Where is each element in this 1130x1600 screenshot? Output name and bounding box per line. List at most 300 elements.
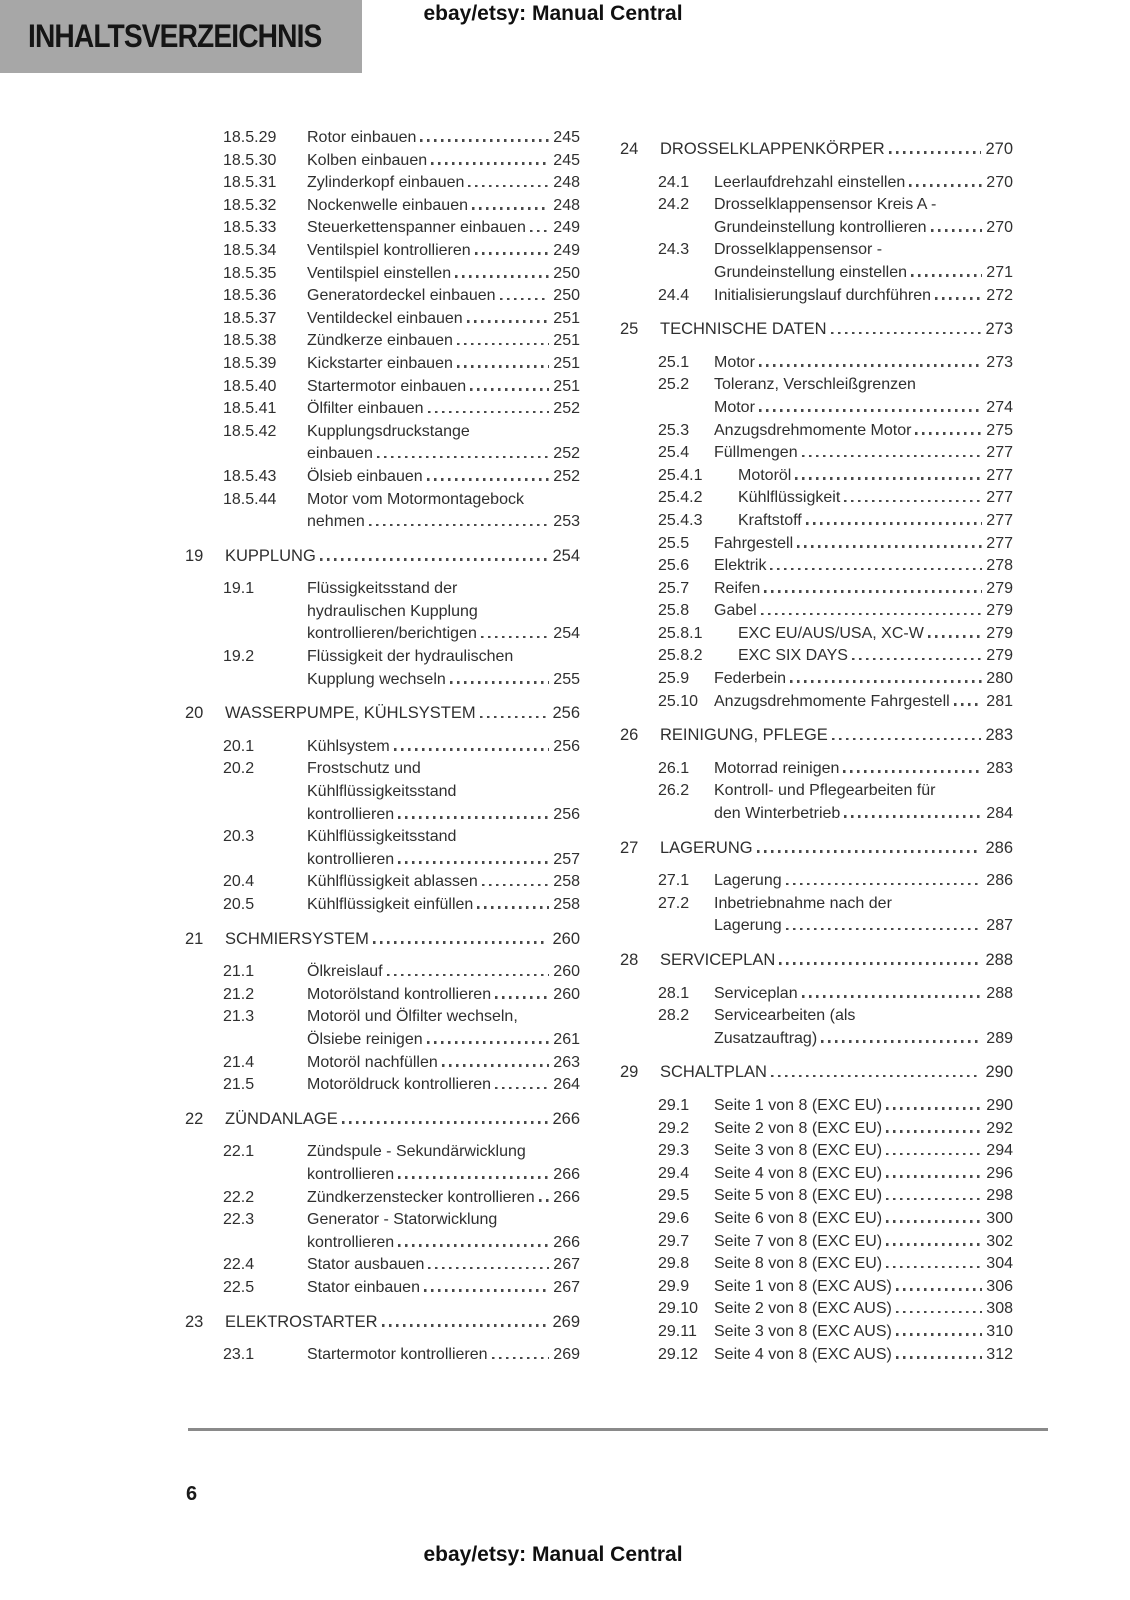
toc-entry [658,1298,1013,1321]
toc-entry-title: EXC SIX DAYS [738,647,848,665]
toc-entry [658,893,1013,938]
toc-entry-number: 24.2 [658,196,690,214]
toc-entry-title: LAGERUNG [660,838,753,857]
toc-entry-number: 29.8 [658,1255,690,1273]
toc-entry-lastline [660,1061,1013,1084]
toc-entry-number: 21.1 [223,963,255,981]
toc-entry-number: 18.5.33 [223,219,277,237]
toc-entry-lastline [307,1254,580,1277]
toc-entry-page: 264 [553,1076,580,1094]
toc-entry-title: kontrollieren/berichtigen [307,625,477,643]
dot-leader [779,962,981,965]
toc-entry-lastline [714,870,1013,893]
toc-entry-number: 18.5.41 [223,400,277,418]
toc-entry-body [225,702,580,725]
toc-entry-lastline [307,511,580,534]
toc-entry [223,984,580,1007]
toc-chapter-entry [620,1061,1013,1084]
toc-entry-title: Seite 2 von 8 (EXC AUS) [714,1300,892,1318]
toc-entry-title: Seite 4 von 8 (EXC EU) [714,1164,883,1182]
toc-entry-number: 25.8 [658,602,690,620]
toc-entry-body [307,263,580,286]
toc-entry-title: Anzugsdrehmomente Motor [714,421,912,439]
toc-entry-body [307,285,580,308]
toc-entry-body [660,1061,1013,1084]
toc-entry-page: 290 [986,1096,1013,1114]
dot-leader [468,185,549,188]
dot-leader [427,1041,550,1044]
toc-entry-number: 24.3 [658,241,690,259]
dot-leader [896,1356,982,1359]
toc-entry-body [714,1163,1013,1186]
toc-entry-title: Kühlsystem [307,737,390,755]
toc-entry-body [714,1321,1013,1344]
toc-entry-title: Kupplung wechseln [307,670,446,688]
toc-entry-body [307,150,580,173]
dot-leader [786,883,983,886]
page-number: 6 [186,1483,198,1505]
toc-entry-body [714,1140,1013,1163]
toc-entry [658,1005,1013,1050]
toc-entry-number: 18.5.37 [223,309,277,327]
toc-entry-page: 258 [553,873,580,891]
dot-leader [420,139,549,142]
toc-entry-title-line: Toleranz, Verschleißgrenzen [714,376,916,394]
toc-entry-page: 273 [986,353,1013,371]
dot-leader [886,1175,982,1178]
toc-entry-page: 274 [986,398,1013,416]
toc-entry-title-line: Generator - Statorwicklung [307,1211,498,1229]
toc-entry-number: 29.5 [658,1187,690,1205]
toc-entry-body [225,1311,580,1334]
toc-entry-page: 248 [553,196,580,214]
toc-entry-lastline [307,736,580,759]
dot-leader [889,151,982,154]
toc-entry-number: 25.10 [658,692,699,710]
toc-entry [658,442,1013,465]
toc-entry-page: 249 [553,219,580,237]
toc-entry-title: Seite 7 von 8 (EXC EU) [714,1232,883,1250]
toc-entry-title: DROSSELKLAPPENKÖRPER [660,140,885,158]
dot-leader [844,500,982,503]
toc-entry-page: 286 [985,838,1013,857]
toc-entry-title: Leerlaufdrehzahl einstellen [714,173,906,191]
toc-entry-title: kontrollieren [307,805,395,823]
toc-entry-number: 20.5 [223,896,255,913]
toc-entry-title: Elektrik [714,557,767,575]
toc-entry [223,961,580,984]
toc-entry-page: 277 [986,489,1013,507]
toc-entry-page: 279 [986,579,1013,597]
toc-entry-body [225,928,580,951]
toc-entry-page: 252 [553,467,580,485]
toc-entry-lastline [307,1029,580,1052]
toc-chapter-entry [185,545,580,568]
toc-entry-body [714,285,1013,308]
dot-leader [480,716,549,719]
toc-entry [223,1344,580,1367]
toc-entry-page: 279 [986,624,1013,642]
toc-entry-lastline [714,1253,1013,1276]
toc-chapter-entry [620,724,1013,747]
toc-entry [658,1231,1013,1254]
toc-entry-body [307,1209,580,1254]
toc-entry-lastline [714,1344,1013,1367]
toc-entry [658,510,1013,533]
toc-entry-title: Steuerkettenspanner einbauen [307,219,526,237]
toc-entry-page: 267 [553,1278,580,1296]
toc-entry-lastline [714,172,1013,195]
toc-entry [223,1209,580,1254]
dot-leader [896,1333,982,1336]
toc-entry-title: Seite 8 von 8 (EXC EU) [714,1255,883,1273]
toc-entry-body [714,374,1013,419]
toc-entry-lastline [714,1185,1013,1208]
toc-entry-title: Ölfilter einbauen [307,400,424,418]
toc-entry-number: 29.6 [658,1209,690,1227]
toc-entry-body [307,195,580,218]
toc-entry-body [714,1253,1013,1276]
toc-entry-lastline [714,397,1013,420]
toc-entry-lastline [307,195,580,218]
toc-entry [223,217,580,240]
toc-entry-lastline [714,668,1013,691]
toc-entry [223,263,580,286]
toc-entry-page: 256 [553,737,580,755]
dot-leader [530,230,549,233]
dot-leader [886,1266,982,1269]
toc-entry-page: 257 [553,850,580,868]
toc-entry-number: 25.9 [658,670,690,688]
toc-entry-body [714,1208,1013,1231]
footer-rule [188,1428,1048,1431]
toc-chapter-entry [620,949,1013,972]
toc-entry-lastline [307,376,580,399]
toc-entry [658,420,1013,443]
toc-entry-body [307,871,580,894]
toc-entry [223,330,580,353]
dot-leader [790,680,982,683]
toc-entry [223,421,580,466]
toc-entry-lastline [307,1232,580,1255]
toc-entry [658,1140,1013,1163]
toc-entry-title: Fahrgestell [714,534,794,552]
toc-chapter-entry [185,928,580,951]
toc-entry-page: 296 [986,1164,1013,1182]
toc-entry-number: 18.5.35 [223,264,277,282]
dot-leader [398,1244,549,1247]
toc-entry-body [714,420,1013,443]
toc-entry-body [307,961,580,984]
toc-entry-number: 18.5.29 [223,129,277,146]
toc-entry-title: Ventilspiel einstellen [307,264,452,282]
toc-entry [658,578,1013,601]
toc-entry-body [307,240,580,263]
toc-entry-page: 260 [552,929,580,948]
toc-entry-title: REINIGUNG, PFLEGE [660,726,828,745]
toc-entry-title: kontrollieren [307,1233,395,1251]
dot-leader [398,1176,549,1179]
toc-entry-page: 266 [553,1165,580,1183]
toc-entry-lastline [307,443,580,466]
toc-entry-body [307,1006,580,1051]
toc-entry-lastline [307,1187,580,1210]
toc-entry-lastline [714,533,1013,556]
dot-leader [387,974,550,977]
dot-leader [886,1107,982,1110]
toc-entry-lastline [307,127,580,150]
toc-entry-body [714,533,1013,556]
dot-leader [935,297,982,300]
toc-entry-page: 270 [986,218,1013,236]
toc-entry-lastline [307,1052,580,1075]
toc-entry-lastline [738,645,1013,668]
toc-entry-number: 25.2 [658,376,690,394]
toc-entry-title: EXC EU/AUS/USA, XC-W [738,624,924,642]
dot-leader [475,252,550,255]
toc-chapter-entry [620,837,1013,860]
dot-leader [495,1087,549,1090]
toc-entry-number: 23.1 [223,1346,255,1364]
toc-entry-number: 18.5.38 [223,332,277,350]
toc-entry-lastline [714,803,1013,826]
toc-entry-page: 245 [553,129,580,146]
toc-entry-number: 26 [620,726,639,745]
toc-entry-body [714,1298,1013,1321]
toc-entry-title-line: Frostschutz und [307,760,421,778]
toc-entry-body [714,555,1013,578]
toc-entry-title: Zusatzauftrag) [714,1029,818,1047]
toc-entry-number: 25.8.1 [658,624,703,642]
toc-entry [658,487,1013,510]
toc-entry-number: 18.5.32 [223,196,277,214]
toc-entry-number: 20.3 [223,828,255,846]
toc-entry [658,194,1013,239]
dot-leader [954,703,983,706]
toc-entry-title: Motoröldruck kontrollieren [307,1076,492,1094]
toc-entry-number: 18.5.34 [223,241,277,259]
toc-entry [658,983,1013,1006]
toc-entry-number: 22.4 [223,1256,255,1274]
dot-leader [797,545,982,548]
toc-entry-title: Seite 1 von 8 (EXC AUS) [714,1277,892,1295]
toc-entry [658,691,1013,714]
toc-entry-page: 261 [553,1030,580,1048]
toc-entry-body [714,870,1013,893]
toc-entry-title: Nockenwelle einbauen [307,196,468,214]
toc-entry-body [714,758,1013,781]
toc-entry-title: SCHALTPLAN [660,1063,767,1082]
toc-entry-title: Rotor einbauen [307,129,417,146]
toc-entry-body [714,578,1013,601]
toc-entry [223,466,580,489]
dot-leader [831,332,982,335]
toc-entry-page: 269 [553,1346,580,1364]
toc-entry-lastline [307,353,580,376]
toc-entry-lastline [714,983,1013,1006]
toc-entry-lastline [714,1028,1013,1051]
toc-entry [223,1254,580,1277]
toc-entry-lastline [714,285,1013,308]
toc-entry [658,1344,1013,1367]
toc-entry-lastline [714,1163,1013,1186]
toc-chapter-entry [620,318,1013,341]
toc-entry-lastline [307,217,580,240]
toc-entry-body [307,826,580,871]
toc-entry-body [738,465,1013,488]
toc-entry-lastline [714,352,1013,375]
toc-entry-number: 29.1 [658,1096,690,1114]
toc-entry-page: 266 [553,1233,580,1251]
toc-entry [223,871,580,894]
toc-entry-lastline [307,804,580,827]
toc-entry [658,1276,1013,1299]
toc-entry-number: 24.4 [658,286,690,304]
toc-entry-page: 270 [985,140,1013,158]
toc-entry-title: TECHNISCHE DATEN [660,320,827,339]
dot-leader [470,388,549,391]
toc-entry-page: 277 [986,444,1013,462]
dot-leader [373,941,549,944]
dot-leader [802,995,983,998]
toc-entry-number: 21.2 [223,985,255,1003]
toc-entry-lastline [738,623,1013,646]
toc-entry-number: 25 [620,320,639,339]
toc-entry-page: 302 [986,1232,1013,1250]
toc-entry-title: Gabel [714,602,757,620]
toc-entry-body [714,352,1013,375]
toc-entry-title: Motor [714,398,755,416]
dot-leader [477,906,549,909]
dot-leader [759,409,982,412]
dot-leader [886,1220,982,1223]
toc-entry [658,1208,1013,1231]
toc-entry-lastline [714,1208,1013,1231]
toc-entry-number: 26.1 [658,759,690,777]
toc-entry-lastline [225,1311,580,1334]
toc-entry-body [660,138,1013,161]
dot-leader [377,456,549,459]
toc-entry [223,1074,580,1097]
toc-entry-lastline [714,1276,1013,1299]
toc-entry-page: 266 [553,1188,580,1206]
toc-entry-lastline [307,285,580,308]
toc-entry-body [307,1074,580,1097]
toc-entry-lastline [307,984,580,1007]
toc-entry-body [714,1344,1013,1367]
toc-entry [658,1118,1013,1141]
toc-entry-title-line: Kupplungsdruckstange [307,422,470,440]
toc-entry-page: 254 [552,546,580,565]
toc-entry [223,578,580,646]
toc-entry-number: 21 [185,929,204,948]
toc-entry [223,1277,580,1300]
toc-entry-title: Startermotor einbauen [307,377,467,395]
dot-leader [928,635,982,638]
dot-leader [457,365,549,368]
toc-entry [223,150,580,173]
toc-entry-number: 22.3 [223,1211,255,1229]
toc-entry-lastline [307,961,580,984]
toc-entry-number: 27.2 [658,894,690,912]
toc-entry-body [714,1095,1013,1118]
toc-entry [223,353,580,376]
toc-entry-lastline [307,308,580,331]
toc-entry-lastline [714,420,1013,443]
toc-entry-body [307,466,580,489]
dot-leader [821,1040,982,1043]
toc-entry-body [307,1141,580,1186]
toc-entry-title: ZÜNDANLAGE [225,1109,338,1128]
toc-entry-number: 29.9 [658,1277,690,1295]
toc-entry-number: 25.6 [658,557,690,575]
toc-entry-page: 275 [986,421,1013,439]
toc-entry [223,758,580,826]
toc-entry-page: 273 [985,320,1013,339]
toc-entry-body [307,984,580,1007]
toc-entry-number: 28.2 [658,1007,690,1025]
toc-entry [223,172,580,195]
dot-leader [757,850,982,853]
toc-entry-page: 290 [985,1063,1013,1082]
toc-entry-number: 20 [185,704,204,723]
toc-entry-body [738,487,1013,510]
toc-entry-body [307,217,580,240]
toc-entry-lastline [714,600,1013,623]
toc-column-left [185,127,580,1367]
toc-entry [223,489,580,534]
toc-entry-title-line: Kontroll- und Pflegearbeiten für [714,782,936,800]
toc-entry-lastline [714,915,1013,938]
dot-leader [802,455,983,458]
toc-entry-title: Kühlflüssigkeit einfüllen [307,896,474,913]
toc-entry-number: 18.5.36 [223,287,277,305]
dot-leader [467,320,550,323]
toc-entry [658,870,1013,893]
toc-entry-body [714,194,1013,239]
toc-entry-number: 18.5.40 [223,377,277,395]
toc-entry-page: 286 [986,872,1013,890]
toc-entry-page: 277 [986,511,1013,529]
toc-entry-page: 306 [986,1277,1013,1295]
toc-entry [658,1253,1013,1276]
toc-entry-page: 253 [553,513,580,531]
toc-entry-page: 251 [553,354,580,372]
toc-entry-title-line: Inbetriebnahme nach der [714,894,892,912]
toc-entry-page: 294 [986,1142,1013,1160]
toc-entry-body [307,1277,580,1300]
toc-entry-number: 20.1 [223,737,255,755]
dot-leader [369,524,549,527]
toc-entry-lastline [307,240,580,263]
toc-entry [658,1321,1013,1344]
toc-entry-number: 21.3 [223,1008,255,1026]
toc-entry-page: 269 [552,1312,580,1331]
toc-entry [658,668,1013,691]
toc-entry-title: SCHMIERSYSTEM [225,929,369,948]
toc-entry-title: Initialisierungslauf durchführen [714,286,932,304]
toc-entry-body [738,645,1013,668]
dot-leader [843,770,982,773]
page-title: INHALTSVERZEICHNIS [28,18,322,54]
dot-leader [795,477,982,480]
toc-entry-page: 310 [986,1322,1013,1340]
toc-entry-number: 18.5.31 [223,174,277,192]
toc-entry-body [307,172,580,195]
toc-entry-title: Kickstarter einbauen [307,354,453,372]
dot-leader [539,1199,550,1202]
toc-entry-number: 29.2 [658,1119,690,1137]
